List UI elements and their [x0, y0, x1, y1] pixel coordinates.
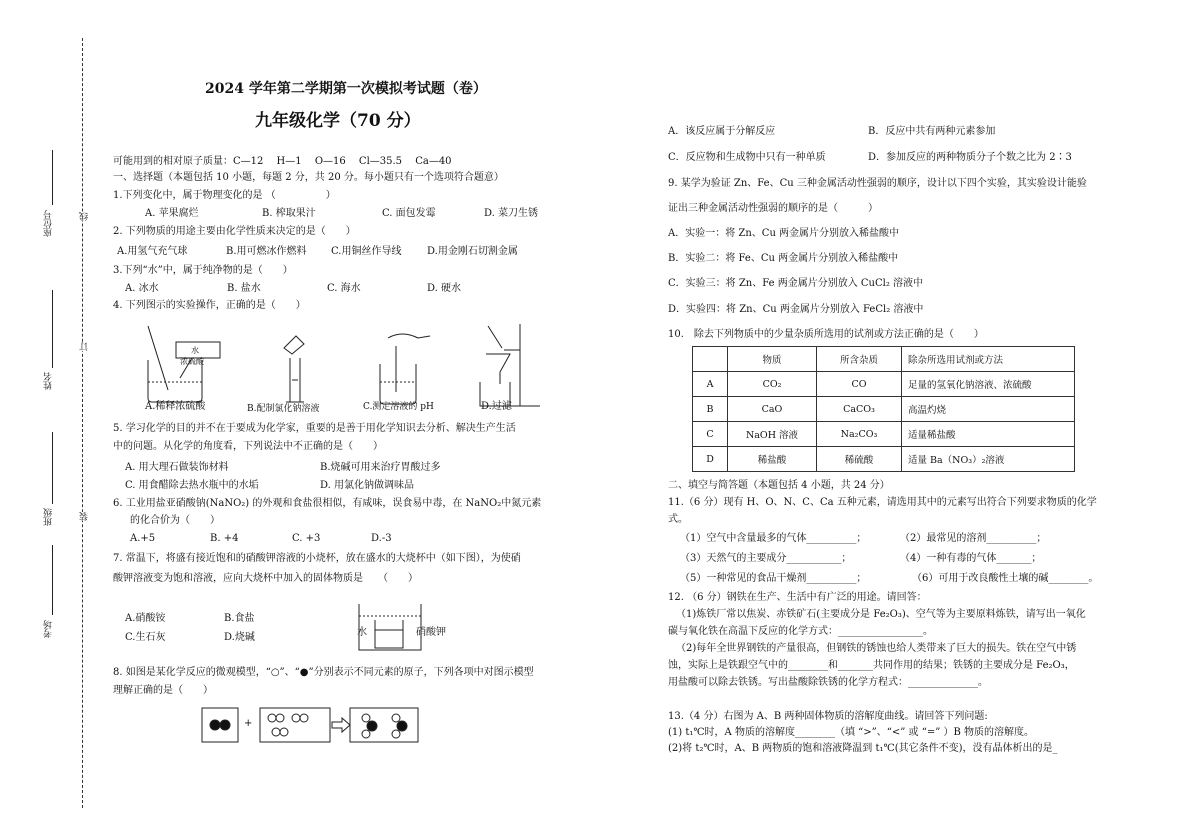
table-cell: CaCO₃ — [817, 397, 902, 422]
q9-stem-2: 证出三种金属活动性强弱的顺序的是（ ） — [668, 203, 878, 214]
q6-stem-1: 6. 工业用盐亚硝酸钠(NaNO₂) 的外观和食盐很相似，有咸味，误食易中毒，在 NaNO₂中氮元素 — [113, 498, 542, 509]
q10-stem: 10. 除去下列物质中的少量杂质所选用的试剂或方法正确的是（ ） — [668, 329, 984, 340]
q1-stem: 1.下列变化中，属于物理变化的是 （ ） — [113, 190, 336, 201]
table-cell: 适量稀盐酸 — [902, 422, 1075, 447]
q12-part2-line1: （2)每年全世界钢铁的产量很高，但钢铁的锈蚀也给人类带来了巨大的损失。铁在空气中锈 — [676, 643, 1077, 654]
q11-stem-2: 式。 — [668, 514, 688, 525]
q3-option-b: B. 盐水 — [227, 283, 261, 294]
q6-option-d: D.-3 — [371, 533, 392, 544]
q12-part2-line3: 用盐酸可以除去铁锈。写出盐酸除铁锈的化学方程式：______________。 — [668, 677, 988, 688]
q2-option-d: D.用金刚石切割金属 — [427, 246, 518, 257]
q11-item-6: （6）可用于改良酸性土壤的碱________。 — [912, 573, 1099, 584]
q7-option-a: A.硝酸铵 — [125, 613, 166, 624]
bind-marker: 订 — [80, 342, 90, 351]
q1-option-c: C. 面包发霉 — [382, 208, 436, 219]
q5-option-d: D. 用氯化钠做调味品 — [320, 480, 415, 491]
q12-part2-line2: 蚀，实际上是铁跟空气中的________和_______共同作用的结果；铁锈的主要成分是 Fe₂O₃， — [668, 660, 1075, 671]
seat-no-label: 座位号 — [44, 210, 54, 237]
q11-stem-1: 11.（6 分）现有 H、O、N、C、Ca 五种元素，请选用其中的元素写出符合下列要求物质的化学 — [668, 497, 1097, 508]
table-cell: A — [693, 372, 728, 397]
name-label: 姓名 — [44, 372, 54, 390]
table-cell: C — [693, 422, 728, 447]
class-label: 班级 — [44, 508, 54, 526]
q2-option-c: C.用铜丝作导线 — [331, 246, 402, 257]
q8-option-a: A．该反应属于分解反应 — [668, 126, 776, 137]
q7-kno3-label: 硝酸钾 — [416, 627, 446, 638]
table-cell: D — [693, 447, 728, 472]
q12-part1-line2: 碳与氧化铁在高温下反应的化学方式：_________________。 — [668, 626, 933, 637]
q8-option-c: C．反应物和生成物中只有一种单质 — [668, 152, 826, 163]
name-blank — [52, 290, 53, 368]
q11-item-1: （1）空气中含量最多的气体__________； — [680, 533, 867, 544]
q3-stem: 3.下列“水”中，属于纯净物的是（ ） — [113, 265, 293, 276]
q4-option-b: B.配制氯化钠溶液 — [247, 404, 320, 414]
table-cell: 稀硫酸 — [817, 447, 902, 472]
q6-option-b: B. +4 — [210, 533, 239, 544]
section2-heading: 二、填空与简答题（本题包括 4 小题，共 24 分） — [668, 480, 890, 491]
figure-d-funnel — [480, 324, 540, 406]
q11-item-5: （5）一种常见的食品干燥剂__________； — [680, 573, 867, 584]
table-cell: Na₂CO₃ — [817, 422, 902, 447]
figure-b-cylinder — [284, 336, 304, 402]
table-header-cell — [693, 347, 728, 372]
seat-no-blank — [52, 150, 53, 205]
q1-option-a: A. 苹果腐烂 — [145, 208, 199, 219]
q2-option-b: B.用可燃冰作燃料 — [226, 246, 307, 257]
table-cell: CaO — [728, 397, 817, 422]
q8-stem-2: 理解正确的是（ ） — [113, 685, 213, 696]
q4-stem: 4. 下列图示的实验操作，正确的是（ ） — [113, 300, 306, 311]
q9-option-c: C．实验三：将 Zn、Fe 两金属片分别放入 CuCl₂ 溶液中 — [668, 278, 924, 289]
table-cell: CO — [817, 372, 902, 397]
q7-option-b: B.食盐 — [224, 613, 255, 624]
table-cell: 稀盐酸 — [728, 447, 817, 472]
q11-item-2: （2）最常见的溶剂__________； — [900, 533, 1047, 544]
q2-stem: 2. 下列物质的用途主要由化学性质来决定的是（ ） — [113, 226, 356, 237]
q4-acid-label: 浓硫酸 — [180, 357, 204, 366]
q3-option-a: A. 冰水 — [125, 283, 159, 294]
q10-table — [692, 346, 1075, 472]
q12-part1-line1: （1)炼铁厂常以焦炭、赤铁矿石(主要成分是 Fe₂O₃)、空气等为主要原料炼铁，请写出一氧化 — [676, 609, 1086, 620]
table-cell: NaOH 溶液 — [728, 422, 817, 447]
q8-plus: + — [244, 718, 253, 729]
table-cell: 高温灼烧 — [902, 397, 1075, 422]
q4-option-d: D.过滤 — [481, 401, 512, 412]
q8-stem-1: 8. 如图是某化学反应的微观模型，“○”、“●”分别表示不同元素的原子，下列各项中对图示模型 — [113, 667, 534, 678]
q12-stem: 12. （6 分）钢铁在生产、生活中有广泛的用途。请回答： — [668, 592, 927, 603]
q6-stem-2: 的化合价为（ ） — [130, 515, 220, 526]
q4-water-label: 水 — [191, 346, 199, 355]
q9-stem-1: 9. 某学为验证 Zn、Fe、Cu 三种金属活动性强弱的顺序，设计以下四个实验，其实验设计能验 — [668, 178, 1087, 189]
table-header-cell: 物质 — [728, 347, 817, 372]
q11-item-3: （3）天然气的主要成分___________； — [680, 553, 852, 564]
atomic-masses: 可能用到的相对原子质量：C—12 H—1 O—16 Cl—35.5 Ca—40 — [113, 156, 452, 167]
figure-c-beaker — [380, 334, 430, 404]
q2-option-a: A.用氢气充气球 — [117, 246, 188, 257]
table-cell: 足量的氢氧化钠溶液、浓硫酸 — [902, 372, 1075, 397]
q1-option-d: D. 菜刀生锈 — [484, 208, 539, 219]
exam-room-label: 考场 — [44, 620, 54, 638]
table-cell: CO₂ — [728, 372, 817, 397]
table-cell: B — [693, 397, 728, 422]
q7-option-d: D.烧碱 — [224, 632, 255, 643]
q3-option-d: D. 硬水 — [427, 283, 462, 294]
q13-stem: 13.（4 分）右图为 A、B 两种固体物质的溶解度曲线。请回答下列问题: — [668, 711, 988, 722]
table-row — [693, 447, 1075, 472]
q4-option-c: C.测定溶液的 pH — [363, 402, 434, 412]
table-header-cell: 除杂所选用试剂或方法 — [902, 347, 1075, 372]
q7-stem-1: 7. 常温下，将盛有接近饱和的硝酸钾溶液的小烧杯，放在盛水的大烧杯中（如下图），为使硝 — [113, 553, 521, 564]
q8-option-b: B．反应中共有两种元素参加 — [868, 126, 996, 137]
q4-option-a: A.稀释浓硫酸 — [145, 401, 206, 412]
table-row — [693, 372, 1075, 397]
table-row — [693, 397, 1075, 422]
q9-option-d: D．实验四：将 Zn、Cu 两金属片分别放入 FeCl₂ 溶液中 — [668, 304, 924, 315]
table-row — [693, 422, 1075, 447]
seal-marker: 装 — [80, 512, 90, 521]
q5-option-b: B.烧碱可用来治疗胃酸过多 — [320, 462, 441, 473]
table-header-row — [693, 347, 1075, 372]
q7-option-c: C.生石灰 — [125, 632, 166, 643]
q5-stem-1: 5. 学习化学的目的并不在于要成为化学家，重要的是善于用化学知识去分析、解决生产生活 — [113, 423, 516, 434]
q13-part2: (2)将 t₂℃时，A、B 两物质的饱和溶液降温到 t₁℃(其它条件不变)，没有晶体析出的是_ — [668, 743, 1058, 754]
table-cell: 适量 Ba（NO₃）₂溶液 — [902, 447, 1075, 472]
q5-option-a: A. 用大理石做装饰材料 — [125, 462, 229, 473]
q11-item-4: （4）一种有毒的气体_______； — [900, 553, 1042, 564]
q9-option-b: B．实验二：将 Fe、Cu 两金属片分别放入稀盐酸中 — [668, 253, 899, 264]
q13-part1: (1) t₁℃时，A 物质的溶解度________（填 “>”、“<” 或 “=” ）B 物质的溶解度。 — [668, 727, 1035, 738]
line-marker: 线 — [80, 212, 90, 221]
class-blank — [52, 432, 53, 504]
exam-room-blank — [52, 545, 53, 615]
q7-stem-2: 酸钾溶液变为饱和溶液，应向大烧杯中加入的固体物质是 （ ） — [113, 573, 418, 584]
exam-title: 2024 学年第二学期第一次模拟考试题（卷） — [205, 81, 487, 97]
q8-reaction-model — [200, 706, 425, 746]
q8-option-d: D．参加反应的两种物质分子个数之比为 2∶3 — [868, 152, 1072, 163]
q6-option-a: A.+5 — [130, 533, 156, 544]
table-header-cell: 所含杂质 — [817, 347, 902, 372]
q9-option-a: A．实验一：将 Zn、Cu 两金属片分别放入稀盐酸中 — [668, 228, 900, 239]
q3-option-c: C. 海水 — [327, 283, 361, 294]
section1-heading: 一、选择题（本题包括 10 小题，每题 2 分，共 20 分。每小题只有一个选项符合题意） — [113, 172, 504, 183]
q5-stem-2: 中的问题。从化学的角度看，下列说法中不正确的是（ ） — [113, 441, 383, 452]
exam-subtitle: 九年级化学（70 分） — [255, 111, 421, 131]
q1-option-b: B. 榨取果汁 — [262, 208, 316, 219]
binding-dashed-line — [82, 38, 83, 808]
q6-option-c: C. +3 — [292, 533, 321, 544]
q5-option-c: C. 用食醋除去热水瓶中的水垢 — [125, 480, 259, 491]
q7-water-label: 水 — [357, 627, 367, 638]
